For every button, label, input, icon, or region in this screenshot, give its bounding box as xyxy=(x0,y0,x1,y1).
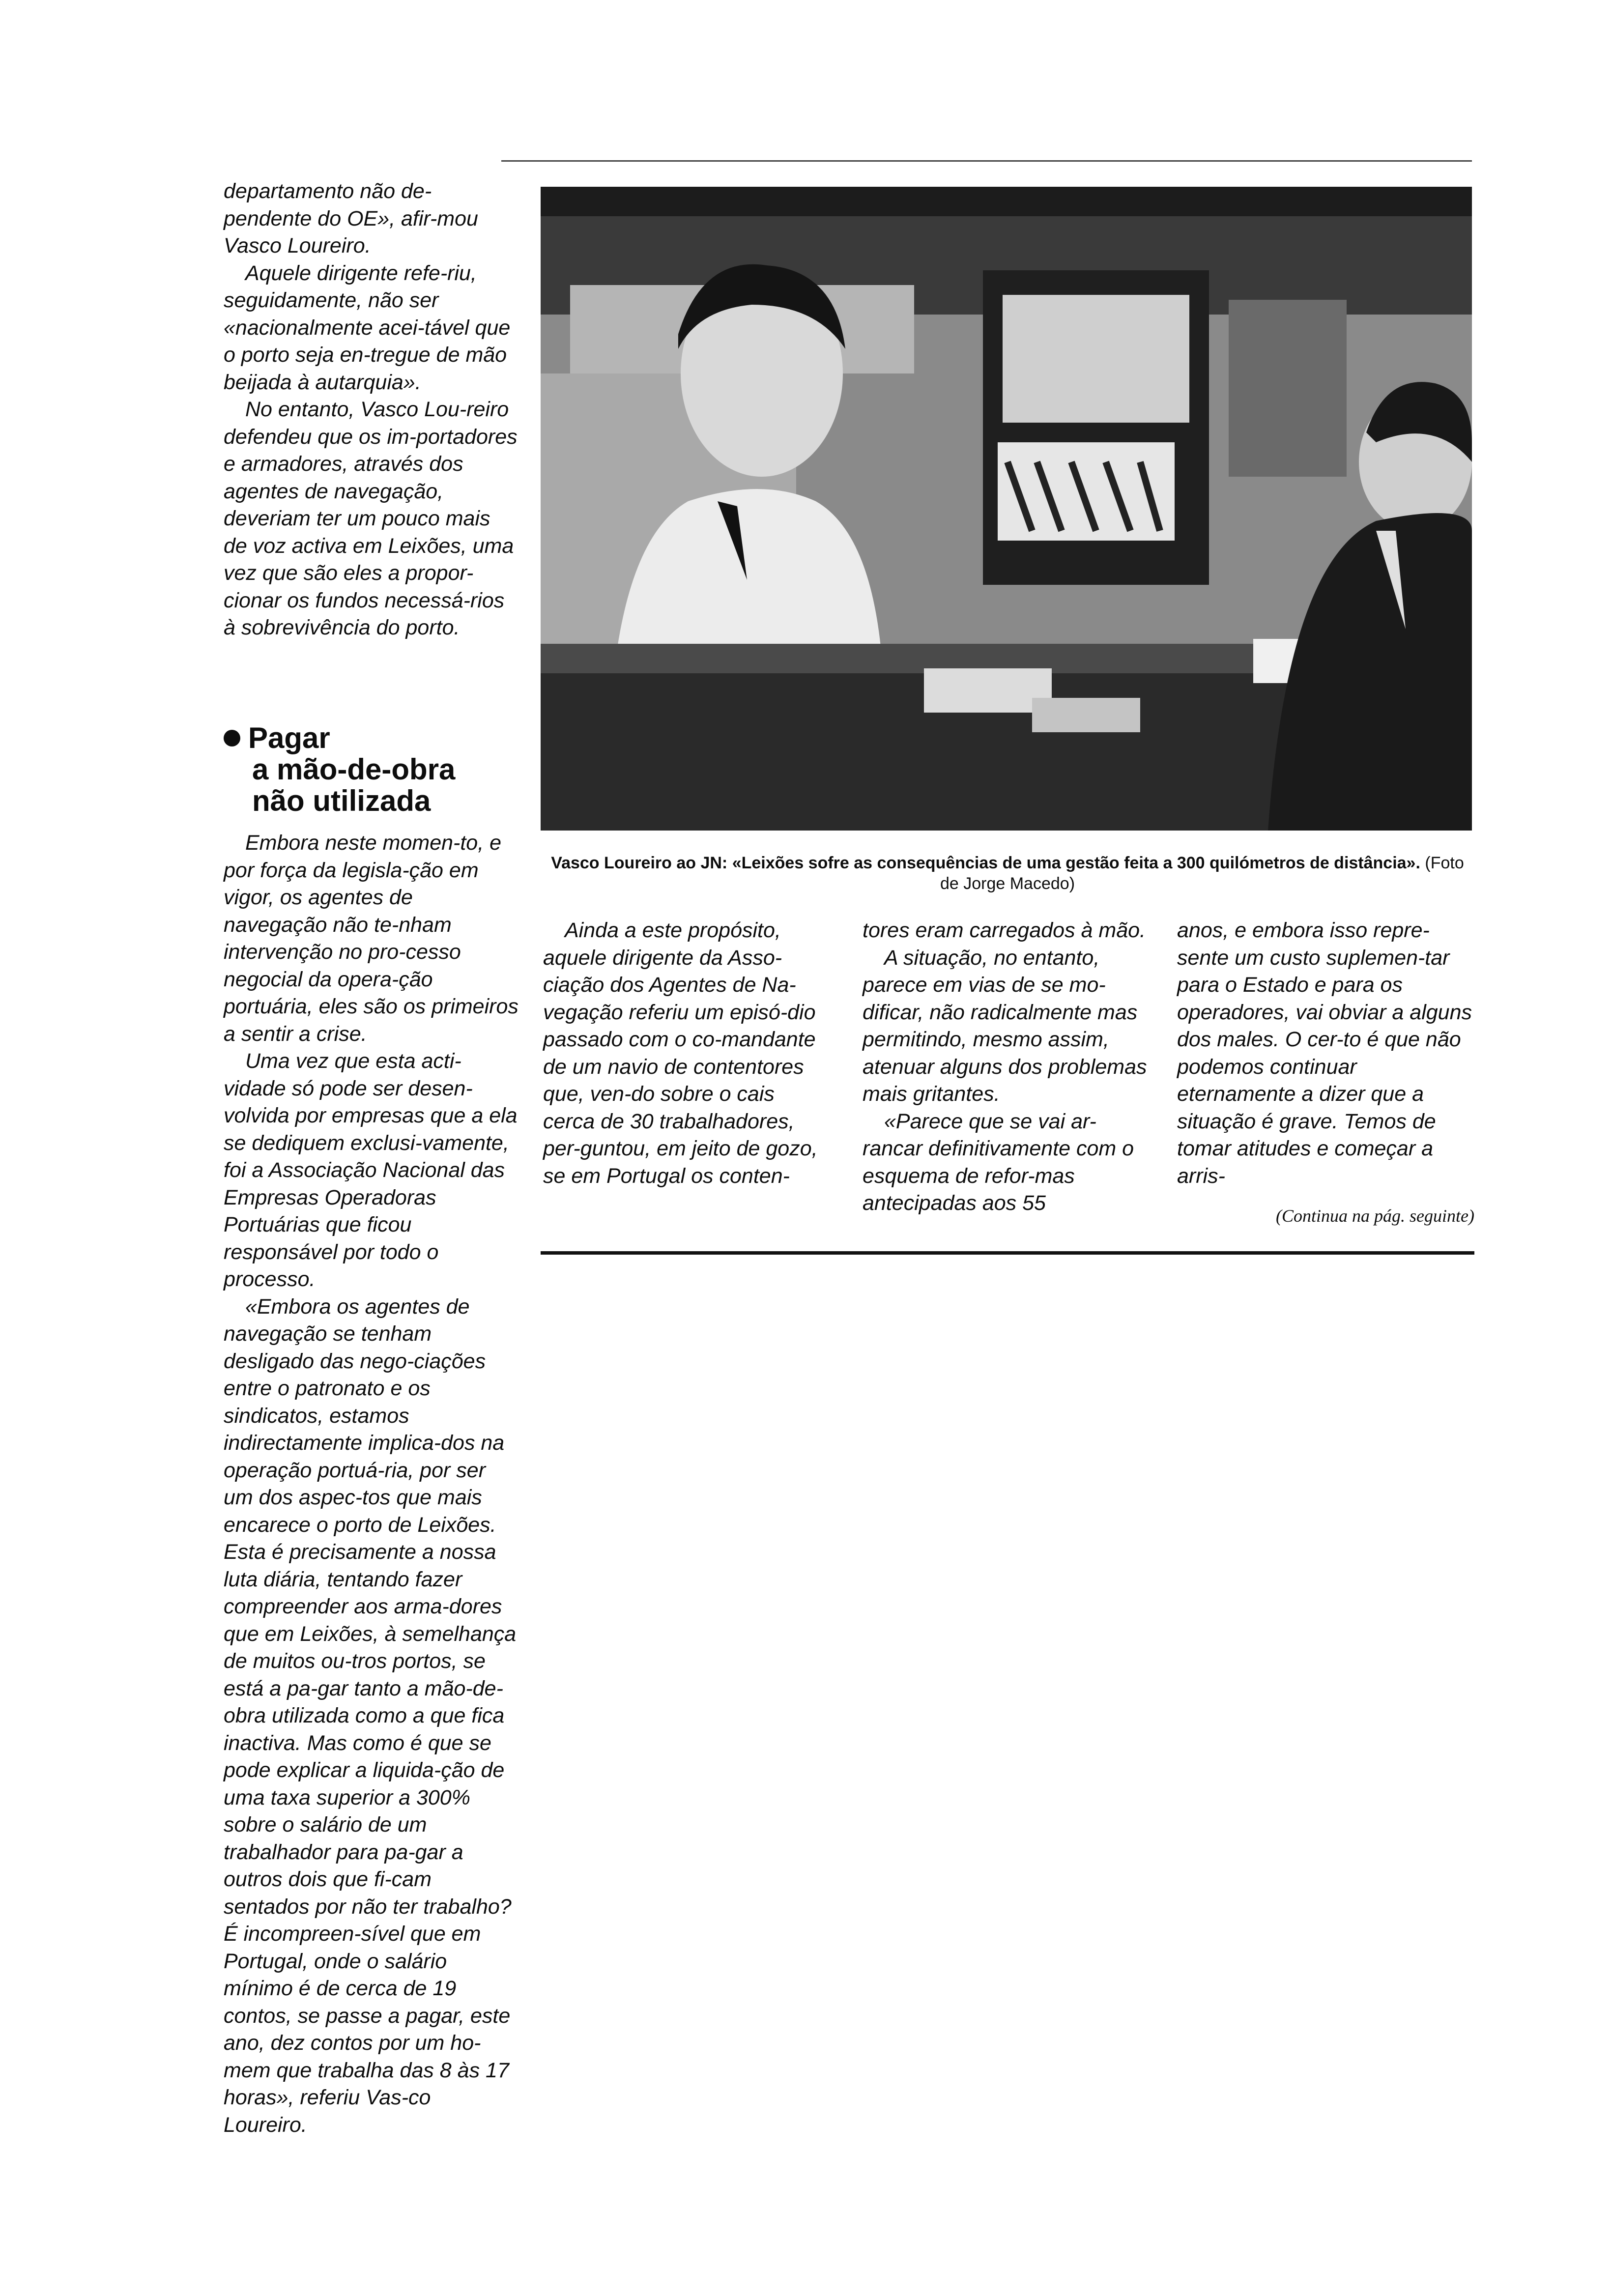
article-column-left-bottom xyxy=(224,830,518,2139)
photo-caption xyxy=(543,853,1472,894)
article-column-mid-1 xyxy=(543,917,828,1190)
bottom-rule xyxy=(541,1251,1474,1255)
paragraph: A situação, no entanto, parece em vias de se mo-dificar, não radicalmente mas permitindo, mesmo assim, atenuar alguns dos problemas mais gritantes. xyxy=(863,946,1147,1106)
bullet-icon xyxy=(224,730,240,746)
subheading-line-3: não utilizada xyxy=(252,784,431,817)
paragraph: Uma vez que esta acti-vidade só pode ser desen-volvida por empresas que a ela se dediquem exclusi-vamente, foi a Associação Nacional das Empresas Operadoras Portuárias que ficou responsável por todo o processo. xyxy=(224,1049,518,1291)
paragraph: Ainda a este propósito, aquele dirigente da Asso-ciação dos Agentes de Na-vegação referiu um episó-dio passado com o co-mandante de um navio de contentores que, ven-do sobre o cais cerca de 30 trabalhadores, per-guntou, em jeito de gozo, se em Portugal os conten- xyxy=(543,918,818,1188)
article-column-mid-2 xyxy=(863,917,1148,1217)
paragraph: No entanto, Vasco Lou-reiro defendeu que os im-portadores e armadores, através dos agentes de navegação, deveriam ter um pouco mais de voz activa em Leixões, uma vez que são eles a propor-cionar os fundos necessá-rios à sobrevivência do porto. xyxy=(224,398,518,639)
caption-credit: (Foto de Jorge Macedo) xyxy=(940,854,1464,893)
news-photo xyxy=(541,187,1472,831)
subheading-line-1: Pagar xyxy=(248,721,330,754)
paragraph: Aquele dirigente refe-riu, seguidamente, não ser «nacionalmente acei-tável que o porto seja en-tregue de mão beijada à autarquia». xyxy=(224,261,511,394)
section-subheading xyxy=(224,722,518,817)
article-column-mid-3 xyxy=(1177,917,1472,1190)
subheading-line-2: a mão-de-obra xyxy=(252,753,456,786)
article-column-left-top xyxy=(224,178,518,642)
caption-quote: Vasco Loureiro ao JN: «Leixões sofre as consequências de uma gestão feita a 300 quilómetros de distância». xyxy=(551,854,1420,872)
paragraph: tores eram carregados à mão. xyxy=(863,918,1146,942)
photo-illustration xyxy=(541,187,1472,831)
paragraph: Embora neste momen-to, e por força da legisla-ção em vigor, os agentes de navegação não te-nham intervenção no pro-cesso negocial da opera-ção portuária, eles são os primeiros a sentir a crise. xyxy=(224,831,518,1046)
paragraph: «Parece que se vai ar-rancar definitivamente com o esquema de refor-mas antecipadas aos 55 xyxy=(863,1109,1134,1215)
paragraph: anos, e embora isso repre-sente um custo suplemen-tar para o Estado e para os operadores, vai obviar a alguns dos males. O cer-to é que não podemos continuar eternamente a dizer que a situação é grave. Temos de tomar atitudes e começar a arris- xyxy=(1177,918,1472,1188)
top-rule xyxy=(501,160,1472,162)
paragraph: «Embora os agentes de navegação se tenham desligado das nego-ciações entre o patronato e os sindicatos, estamos indirectamente implica-dos na operação portuá-ria, por ser um dos aspec-tos que mais encarece o porto de Leixões. Esta é precisamente a nossa luta diária, tentando fazer compreender aos arma-dores que em Leixões, à semelhança de muitos ou-tros portos, se está a pa-gar tanto a mão-de-obra utilizada como a que fica inactiva. Mas como é que se pode explicar a liquida-ção de uma taxa superior a 300% sobre o salário de um trabalhador para pa-gar a outros dois que fi-cam sentados por não ter trabalho? É incompreen-sível que em Portugal, onde o salário mínimo é de cerca de 19 contos, se passe a pagar, este ano, dez contos por um ho-mem que trabalha das 8 às 17 horas», referiu Vas-co Loureiro. xyxy=(224,1294,517,2137)
paragraph: departamento não de-pendente do OE», afir-mou Vasco Loureiro. xyxy=(224,179,478,258)
continued-note: (Continua na pág. seguinte) xyxy=(1276,1206,1474,1226)
